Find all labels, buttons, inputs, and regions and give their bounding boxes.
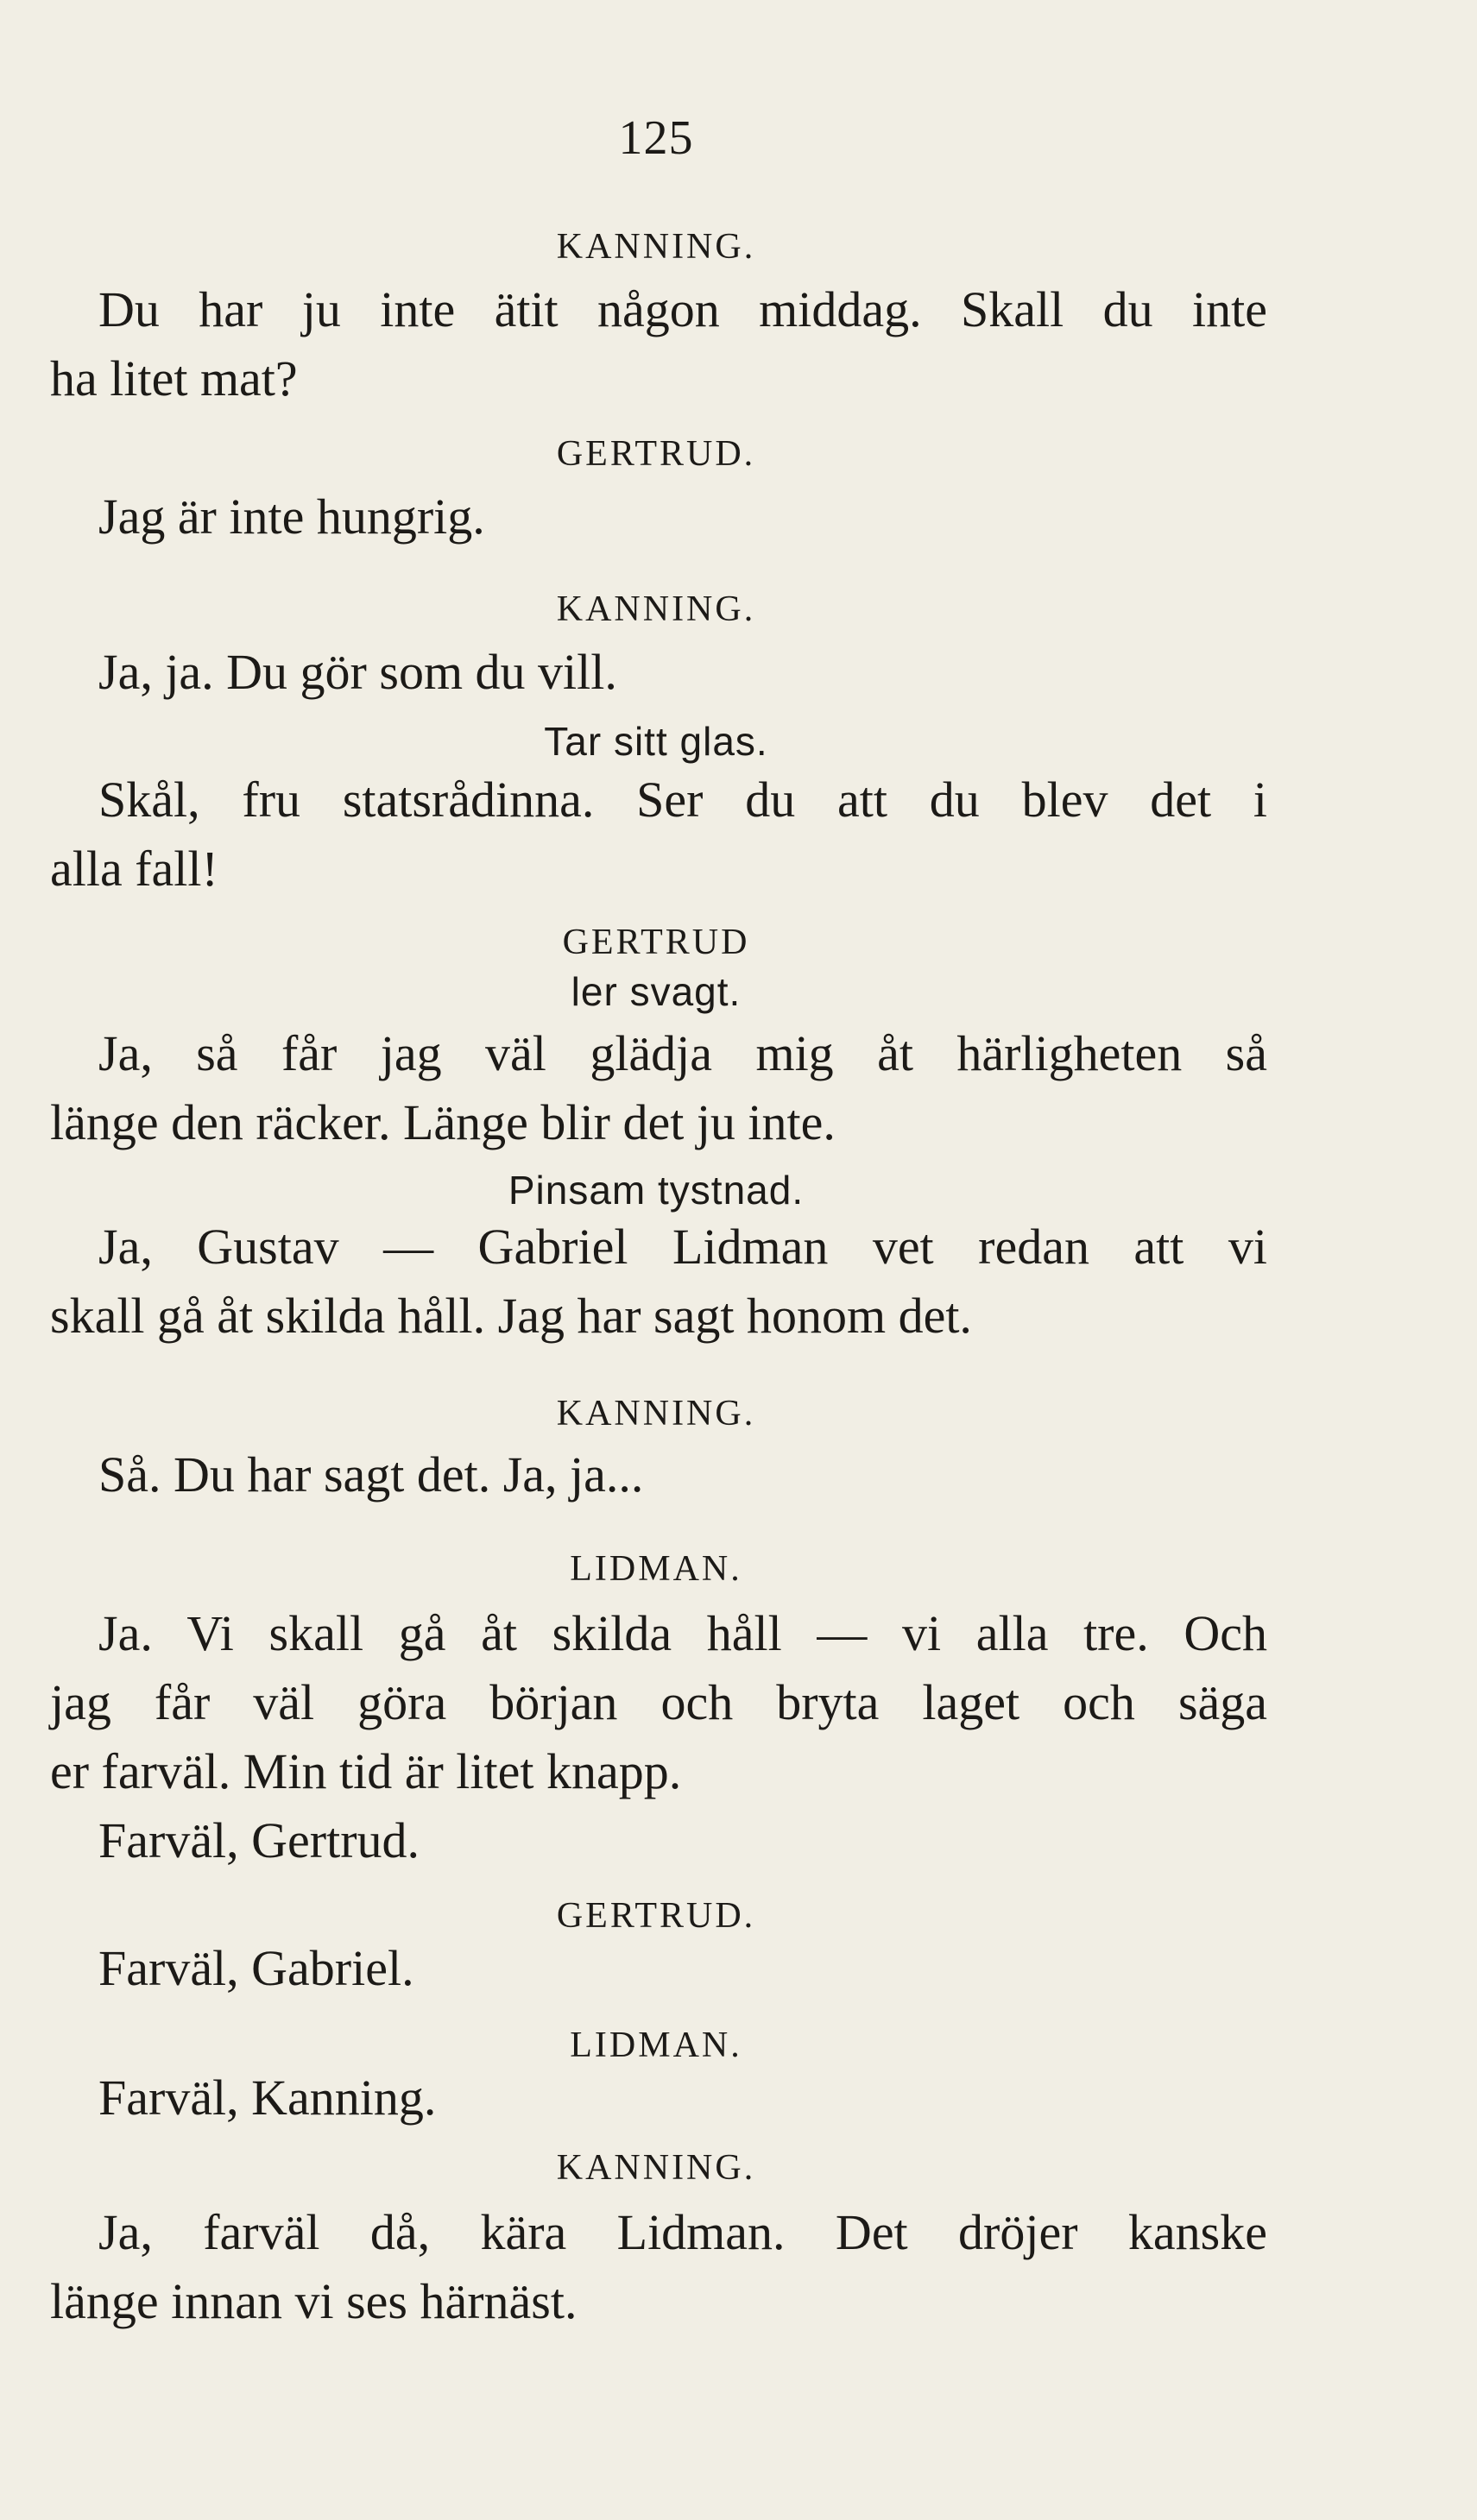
dialogue-line: Ja, Gustav — Gabriel Lidman vet redan att vi — [98, 1219, 1267, 1275]
dialogue-line: Jag är inte hungrig. — [98, 488, 485, 545]
dialogue-line: Farväl, Kanning. — [98, 2070, 437, 2126]
speaker-name: GERTRUD — [562, 923, 750, 962]
stage-direction: Pinsam tystnad. — [508, 1168, 805, 1213]
dialogue-line: er farväl. Min tid är litet knapp. — [50, 1743, 682, 1799]
dialogue-line: Så. Du har sagt det. Ja, ja... — [98, 1446, 644, 1503]
speaker-name: GERTRUD. — [556, 1896, 756, 1936]
speaker-name: KANNING. — [556, 589, 756, 629]
page-number: 125 — [618, 111, 694, 165]
dialogue-line: länge den räcker. Länge blir det ju inte. — [50, 1094, 836, 1150]
dialogue-line: Du har ju inte ätit någon middag. Skall du inte — [98, 281, 1267, 337]
speaker-name: GERTRUD. — [556, 434, 756, 474]
dialogue-line: Ja. Vi skall gå åt skilda håll — vi alla tre. Och — [98, 1605, 1267, 1661]
dialogue-line: Skål, fru statsrådinna. Ser du att du blev det i — [98, 772, 1267, 828]
dialogue-line: ha litet mat? — [50, 350, 298, 406]
speaker-name: KANNING. — [556, 1394, 756, 1433]
speaker-name: KANNING. — [556, 2148, 756, 2188]
dialogue-line: Farväl, Gertrud. — [98, 1812, 420, 1868]
dialogue-line: jag får väl göra början och bryta laget och säga — [50, 1674, 1267, 1730]
speaker-name: KANNING. — [556, 227, 756, 267]
dialogue-line: Ja, så får jag väl glädja mig åt härligheten så — [98, 1025, 1267, 1081]
stage-direction: Tar sitt glas. — [544, 719, 768, 764]
stage-direction: ler svagt. — [571, 969, 742, 1014]
dialogue-line: alla fall! — [50, 841, 218, 897]
dialogue-line: Ja, farväl då, kära Lidman. Det dröjer kanske — [98, 2204, 1267, 2260]
dialogue-line: Farväl, Gabriel. — [98, 1940, 414, 1996]
speaker-name: LIDMAN. — [570, 2025, 742, 2065]
dialogue-line: länge innan vi ses härnäst. — [50, 2273, 578, 2329]
dialogue-line: skall gå åt skilda håll. Jag har sagt honom det. — [50, 1288, 972, 1344]
speaker-name: LIDMAN. — [570, 1549, 742, 1589]
dialogue-line: Ja, ja. Du gör som du vill. — [98, 644, 617, 700]
